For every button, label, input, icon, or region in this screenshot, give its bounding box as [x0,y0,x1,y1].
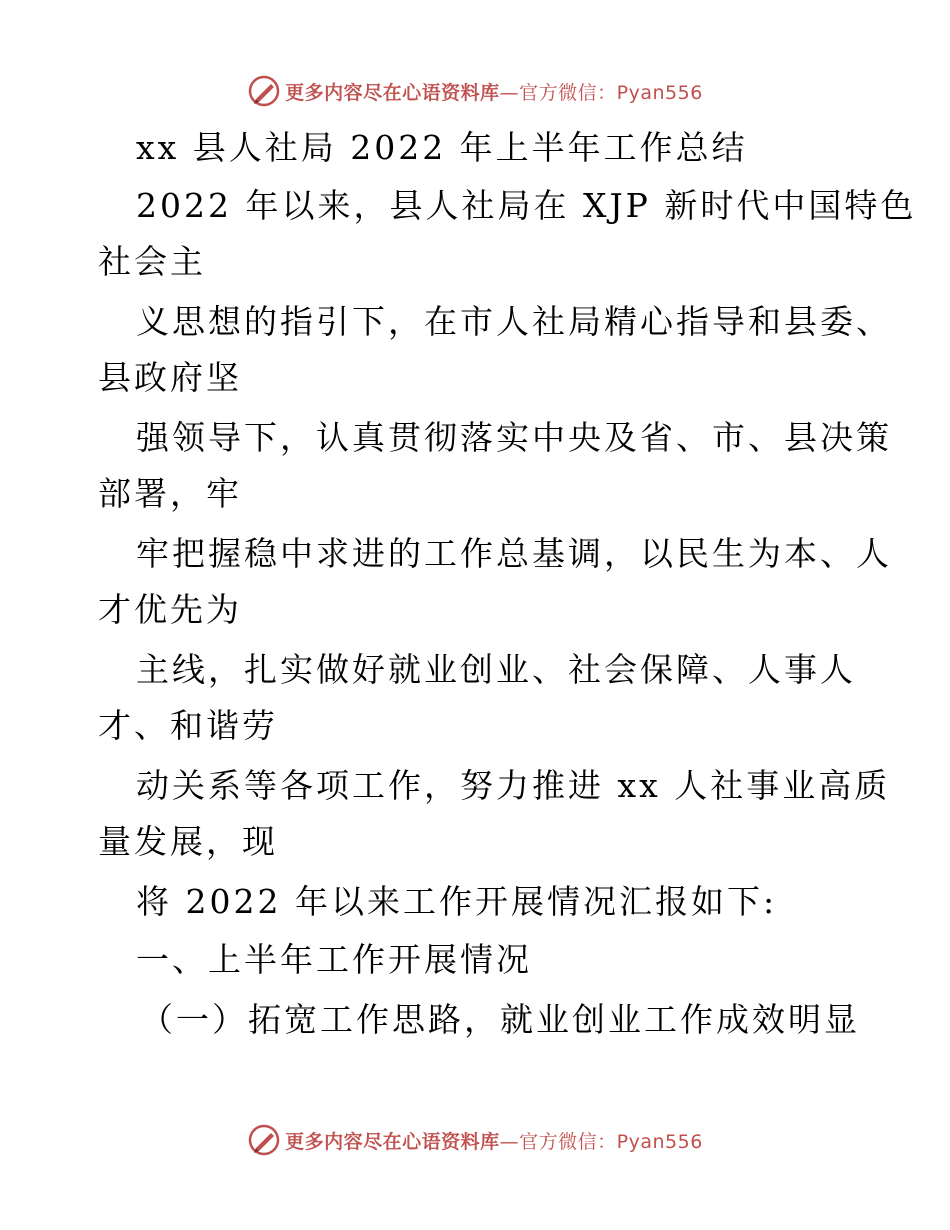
text-line: 动关系等各项工作，努力推进 xx 人社事业高质 [136,766,891,805]
section-heading: 一、上半年工作开展情况 [136,940,532,979]
banner-slogan: 更多内容尽在心语资料库 [285,81,500,104]
text-line: 牢把握稳中求进的工作总基调，以民生为本、人 [136,534,892,573]
text-line: 县政府坚 [98,358,242,397]
banner-contact: —官方微信：Pyan556 [499,81,703,104]
text-line: 2022 年以来，县人社局在 XJP 新时代中国特色 [136,186,917,225]
text-line: 强领导下，认真贯彻落实中央及省、市、县决策 [136,418,892,457]
pen-logo-icon [247,1123,281,1157]
footer-banner [0,1120,950,1160]
banner-slogan: 更多内容尽在心语资料库 [285,1130,500,1153]
text-line: 社会主 [98,242,206,281]
text-line: 部署，牢 [98,474,242,513]
text-line: 才、和谐劳 [98,706,278,745]
text-line: 义思想的指引下，在市人社局精心指导和县委、 [136,302,892,341]
document-title: xx 县人社局 2022 年上半年工作总结 [136,128,748,167]
banner-contact: —官方微信：Pyan556 [499,1130,703,1153]
text-line: 才优先为 [98,590,242,629]
header-banner [0,71,950,111]
pen-logo-icon [247,74,281,108]
subsection-heading: （一）拓宽工作思路，就业创业工作成效明显 [140,1000,860,1039]
text-line: 将 2022 年以来工作开展情况汇报如下: [136,882,778,921]
text-line: 量发展，现 [98,822,278,861]
text-line: 主线，扎实做好就业创业、社会保障、人事人 [136,650,856,689]
